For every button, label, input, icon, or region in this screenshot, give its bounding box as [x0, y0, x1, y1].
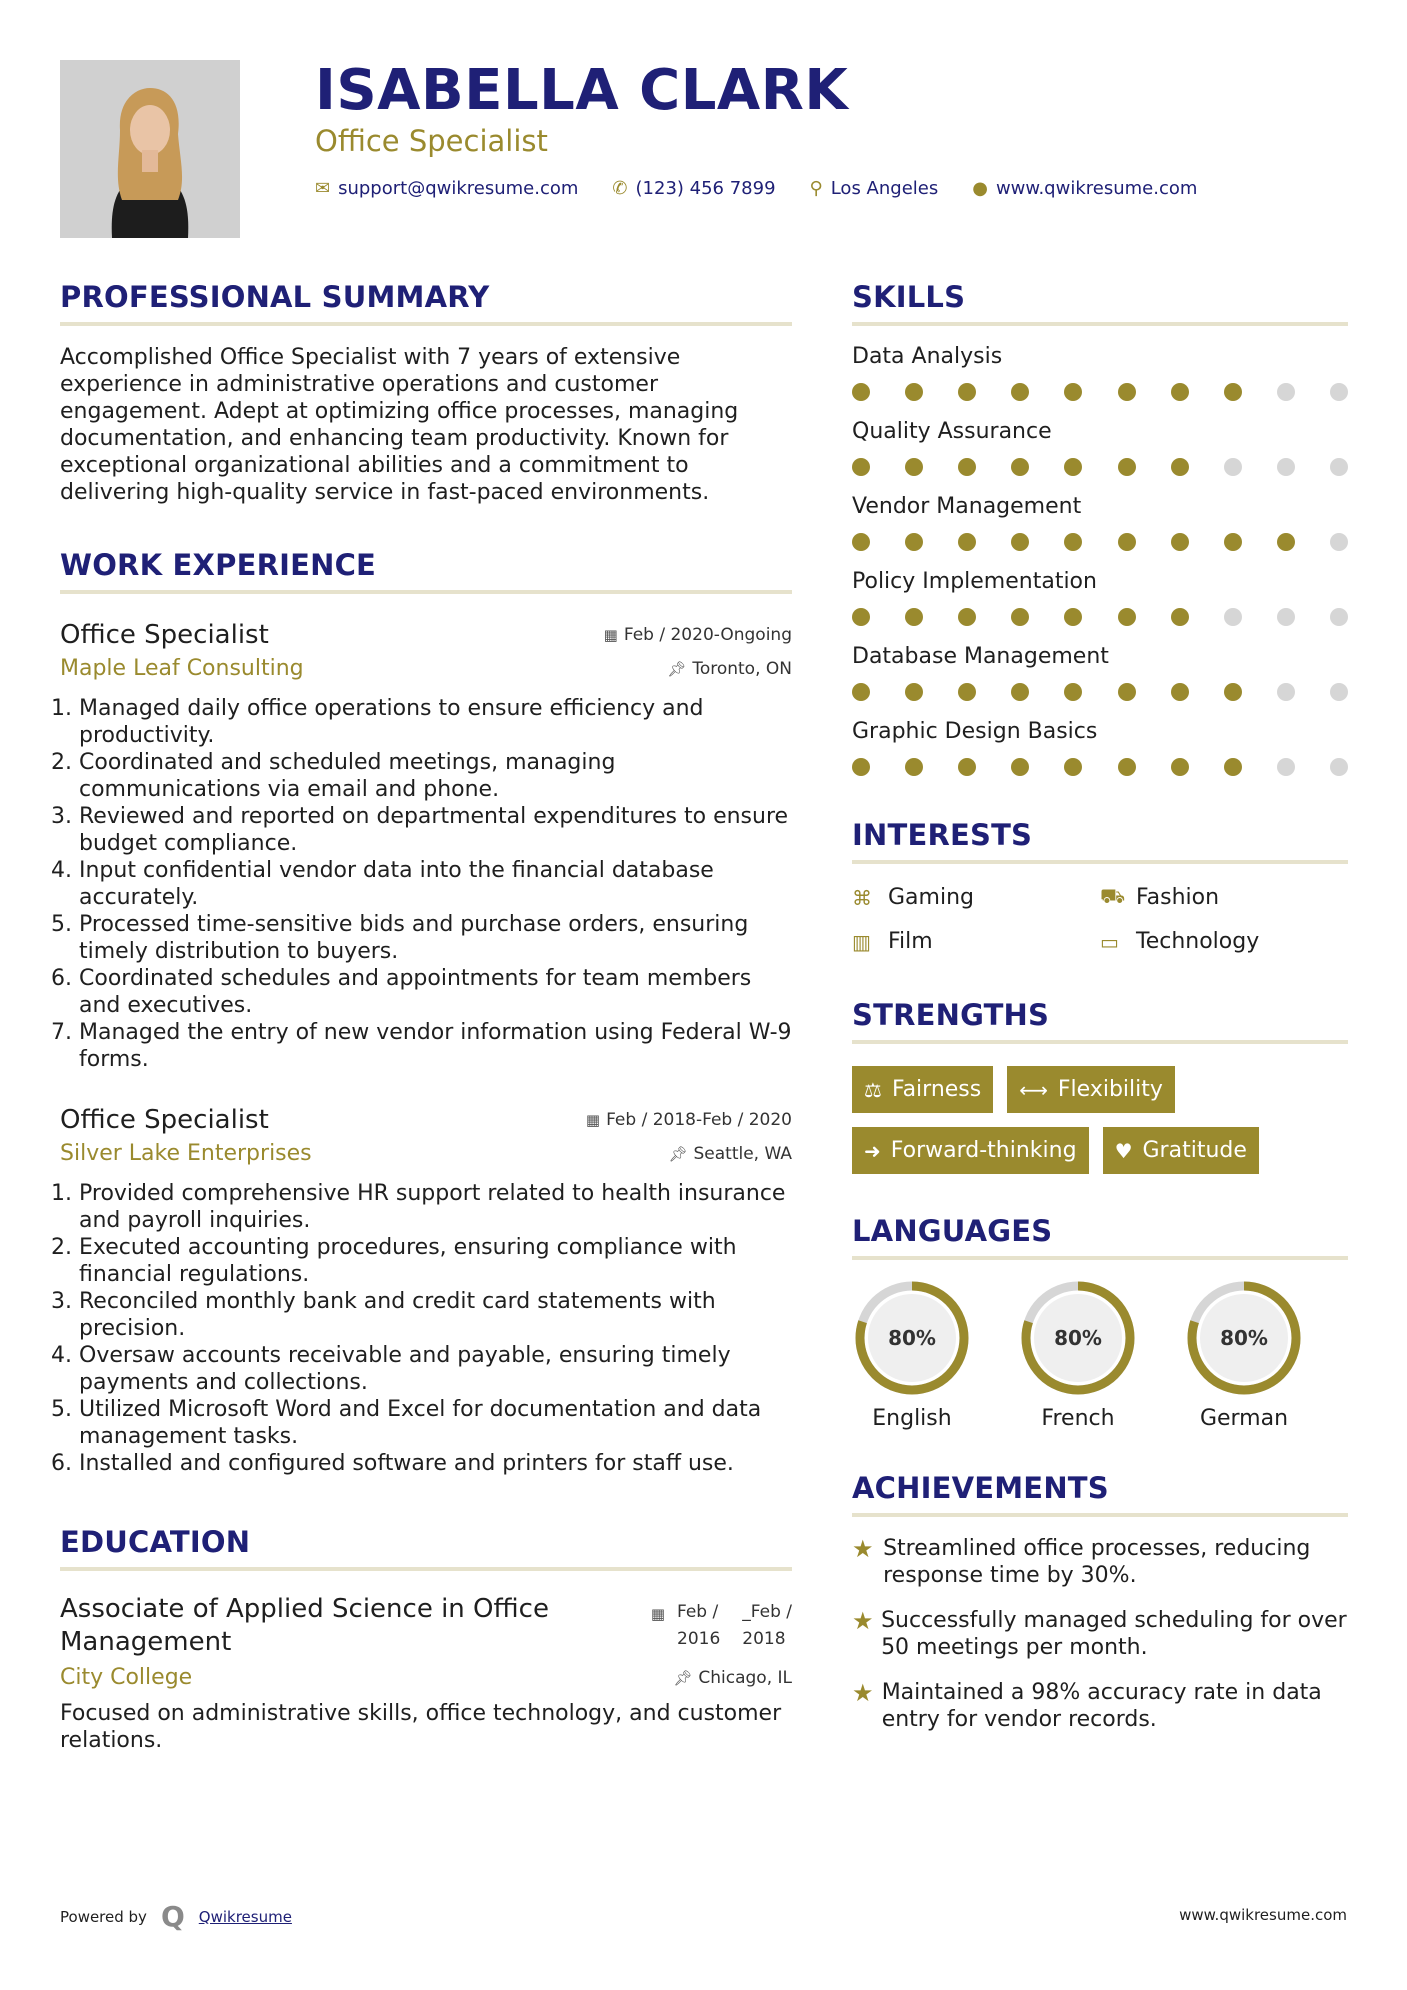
rating-dot-empty	[1277, 458, 1295, 476]
rating-dot-filled	[1011, 758, 1029, 776]
rating-dot-filled	[852, 758, 870, 776]
rating-dot-filled	[958, 458, 976, 476]
rating-dot-empty	[1224, 458, 1242, 476]
rating-dot-filled	[905, 383, 923, 401]
rating-dot-filled	[1118, 758, 1136, 776]
language-item	[1184, 1278, 1304, 1431]
footer-branding	[60, 1900, 292, 1933]
achievement-text: Successfully managed scheduling for over 50 meetings per month.	[881, 1608, 1347, 1660]
education-divider	[60, 1567, 792, 1571]
duty-item: 1. Provided comprehensive HR support related to health insurance and payroll inquiries.	[79, 1180, 792, 1234]
rating-dot-empty	[1277, 383, 1295, 401]
interest-label: Film	[888, 929, 933, 954]
language-name: English	[872, 1406, 952, 1431]
contact-location-text: Los Angeles	[830, 178, 939, 199]
job-date-text: Feb / 2020-Ongoing	[623, 625, 792, 645]
education-date-end-year: 2018	[742, 1629, 786, 1649]
rating-dot-filled	[1224, 383, 1242, 401]
languages-section	[852, 1214, 1348, 1431]
duty-item: 3. Reconciled monthly bank and credit card statements with precision.	[79, 1288, 792, 1342]
contact-email-text: support@qwikresume.com	[338, 178, 579, 199]
skills-divider	[852, 322, 1348, 326]
language-name: French	[1041, 1406, 1115, 1431]
duty-item: 6. Installed and configured software and printers for staff use.	[79, 1450, 792, 1477]
rating-dot-filled	[905, 608, 923, 626]
rating-dot-filled	[1171, 458, 1189, 476]
rating-dot-filled	[852, 683, 870, 701]
powered-by-text: Powered by	[60, 1907, 147, 1926]
calendar-icon: ▦	[650, 1605, 665, 1623]
language-ring	[852, 1278, 972, 1398]
job-location-text: Seattle, WA	[693, 1143, 792, 1164]
contact-email[interactable]	[315, 178, 578, 199]
duty-item: 3. Reviewed and reported on departmental expenditures to ensure budget compliance.	[79, 803, 792, 857]
calendar-icon: ▦	[603, 626, 618, 644]
duty-item: 4. Input confidential vendor data into the financial database accurately.	[79, 857, 792, 911]
strength-label: Fairness	[891, 1077, 982, 1102]
interests-heading: INTERESTS	[852, 818, 1033, 852]
candidate-title: Office Specialist	[315, 124, 548, 158]
language-item	[1018, 1278, 1138, 1431]
school-location-text: Chicago, IL	[698, 1667, 792, 1688]
strength-chip	[1103, 1127, 1259, 1174]
job-date	[604, 625, 792, 645]
rating-dot-filled	[1011, 458, 1029, 476]
profile-photo-illustration	[60, 60, 240, 238]
envelope-icon: ✉	[315, 178, 331, 199]
strengths-divider	[852, 1040, 1348, 1044]
interest-label: Technology	[1136, 929, 1260, 954]
strengths-heading: STRENGTHS	[852, 998, 1050, 1032]
education-date	[651, 1599, 792, 1653]
skills-section	[852, 280, 1348, 776]
candidate-name: ISABELLA CLARK	[315, 58, 849, 123]
strength-label: Flexibility	[1057, 1077, 1163, 1102]
job-date	[586, 1110, 792, 1130]
language-name: German	[1199, 1406, 1289, 1431]
skill-item	[852, 644, 1348, 701]
strength-chip	[852, 1127, 1089, 1174]
interests-section	[852, 818, 1348, 954]
qwikresume-logo-icon: Q	[160, 1900, 185, 1933]
skill-name: Data Analysis	[852, 344, 1003, 369]
laptop-icon: ▭	[1100, 929, 1119, 954]
rating-dot-filled	[1064, 683, 1082, 701]
rating-dot-filled	[1277, 533, 1295, 551]
calendar-icon: ▦	[585, 1111, 601, 1129]
education-date-start-month: Feb /	[677, 1602, 719, 1622]
rating-dot-empty	[1277, 608, 1295, 626]
achievements-section	[852, 1471, 1348, 1733]
rating-dot-filled	[905, 758, 923, 776]
skills-list	[852, 344, 1348, 776]
education-date-end	[742, 1599, 792, 1653]
skill-name: Vendor Management	[852, 494, 1082, 519]
rating-dot-filled	[1224, 758, 1242, 776]
skills-heading: SKILLS	[852, 280, 966, 314]
strength-chip	[852, 1066, 993, 1113]
skill-rating	[852, 458, 1348, 476]
achievement-text: Maintained a 98% accuracy rate in data entry for vendor records.	[881, 1680, 1322, 1732]
rating-dot-empty	[1277, 758, 1295, 776]
summary-section	[60, 280, 792, 506]
interests-list	[852, 884, 1348, 954]
education-date-start-year: 2016	[677, 1629, 721, 1649]
star-badge-icon: ★	[852, 1679, 874, 1707]
balance-scale-icon: ⚖	[864, 1077, 882, 1102]
rating-dot-filled	[1011, 608, 1029, 626]
profile-photo	[60, 60, 240, 238]
interest-item	[852, 929, 1100, 954]
interest-item	[1100, 929, 1348, 954]
arrows-horizontal-icon: ⟷	[1019, 1077, 1048, 1102]
map-pin-icon: ⚲	[809, 178, 823, 199]
rating-dot-filled	[905, 533, 923, 551]
job-company: Silver Lake Enterprises	[60, 1141, 312, 1166]
rating-dot-filled	[1011, 383, 1029, 401]
rating-dot-filled	[1011, 533, 1029, 551]
rating-dot-filled	[852, 458, 870, 476]
rating-dot-empty	[1330, 608, 1348, 626]
rating-dot-filled	[1171, 758, 1189, 776]
language-ring	[1018, 1278, 1138, 1398]
duty-item: 5. Processed time-sensitive bids and purchase orders, ensuring timely distribution to buyers.	[79, 911, 792, 965]
job-title: Office Specialist	[60, 1105, 269, 1135]
interests-divider	[852, 860, 1348, 864]
job-company: Maple Leaf Consulting	[60, 656, 304, 681]
duty-item: 1. Managed daily office operations to ensure efficiency and productivity.	[79, 695, 792, 749]
job-entry	[60, 620, 792, 1073]
skill-item	[852, 569, 1348, 626]
pushpin-icon: 📌︎	[668, 1144, 688, 1163]
rating-dot-filled	[1118, 458, 1136, 476]
qwikresume-link[interactable]: Qwikresume	[198, 1907, 292, 1926]
skill-item	[852, 419, 1348, 476]
arrow-right-icon: ➜	[864, 1138, 881, 1163]
skill-item	[852, 344, 1348, 401]
school-location	[673, 1668, 792, 1688]
summary-divider	[60, 322, 792, 326]
rating-dot-filled	[1118, 608, 1136, 626]
education-heading: EDUCATION	[60, 1525, 251, 1559]
achievement-item	[852, 1607, 1348, 1661]
rating-dot-filled	[1171, 608, 1189, 626]
interest-item	[1100, 884, 1348, 911]
contact-website[interactable]	[972, 178, 1197, 199]
achievement-text: Streamlined office processes, reducing response time by 30%.	[883, 1536, 1311, 1588]
strength-label: Gratitude	[1142, 1138, 1247, 1163]
job-location	[668, 1144, 792, 1164]
job-title: Office Specialist	[60, 620, 269, 650]
skill-rating	[852, 383, 1348, 401]
skill-rating	[852, 608, 1348, 626]
rating-dot-filled	[905, 458, 923, 476]
contact-phone[interactable]	[612, 178, 775, 199]
skill-item	[852, 494, 1348, 551]
skill-item	[852, 719, 1348, 776]
job-date-text: Feb / 2018-Feb / 2020	[606, 1110, 792, 1130]
duty-item: 2. Coordinated and scheduled meetings, managing communications via email and phone.	[79, 749, 792, 803]
skill-name: Policy Implementation	[852, 569, 1097, 594]
rating-dot-filled	[1171, 683, 1189, 701]
rating-dot-filled	[852, 533, 870, 551]
rating-dot-filled	[958, 758, 976, 776]
duty-item: 4. Oversaw accounts receivable and payable, ensuring timely payments and collections.	[79, 1342, 792, 1396]
contact-phone-text: (123) 456 7899	[635, 178, 776, 199]
rating-dot-filled	[1118, 533, 1136, 551]
skill-rating	[852, 533, 1348, 551]
skill-rating	[852, 758, 1348, 776]
pushpin-icon: 📌︎	[673, 1668, 693, 1687]
contact-location	[810, 178, 939, 199]
contact-website-text: www.qwikresume.com	[995, 178, 1198, 199]
strengths-list	[852, 1066, 1348, 1174]
job-duties	[60, 695, 792, 1073]
education-section	[60, 1525, 792, 1754]
languages-list	[852, 1278, 1348, 1431]
rating-dot-empty	[1330, 758, 1348, 776]
strengths-section	[852, 998, 1348, 1174]
education-description: Focused on administrative skills, office technology, and customer relations.	[60, 1701, 782, 1753]
gamepad-icon: ⌘	[852, 885, 872, 910]
skill-rating	[852, 683, 1348, 701]
footer-url[interactable]: www.qwikresume.com	[1179, 1906, 1347, 1924]
education-date-start	[677, 1599, 720, 1653]
skill-name: Database Management	[852, 644, 1109, 669]
globe-icon: ●	[972, 178, 988, 199]
rating-dot-empty	[1330, 683, 1348, 701]
languages-divider	[852, 1256, 1348, 1260]
education-date-end-month: _Feb /	[742, 1602, 792, 1622]
rating-dot-empty	[1330, 533, 1348, 551]
achievement-item	[852, 1535, 1348, 1589]
experience-section	[60, 548, 792, 1477]
language-item	[852, 1278, 972, 1431]
ring-percent-label: 80%	[888, 1326, 936, 1350]
rating-dot-filled	[1171, 533, 1189, 551]
interest-label: Fashion	[1136, 885, 1220, 910]
contact-bar	[315, 178, 1213, 199]
rating-dot-filled	[1118, 383, 1136, 401]
pushpin-icon: 📌︎	[667, 659, 687, 678]
rating-dot-empty	[1330, 458, 1348, 476]
star-badge-icon: ★	[852, 1607, 874, 1635]
left-column	[60, 280, 792, 1754]
rating-dot-filled	[1011, 683, 1029, 701]
strength-label: Forward-thinking	[890, 1138, 1077, 1163]
rating-dot-filled	[1064, 758, 1082, 776]
summary-heading: PROFESSIONAL SUMMARY	[60, 280, 490, 314]
achievement-item	[852, 1679, 1348, 1733]
job-entry	[60, 1105, 792, 1477]
strength-chip	[1007, 1066, 1175, 1113]
rating-dot-filled	[1064, 383, 1082, 401]
skill-name: Quality Assurance	[852, 419, 1052, 444]
rating-dot-filled	[852, 608, 870, 626]
school-name: City College	[60, 1665, 193, 1690]
rating-dot-filled	[958, 608, 976, 626]
rating-dot-filled	[852, 383, 870, 401]
right-column	[852, 280, 1348, 1733]
rating-dot-filled	[1064, 533, 1082, 551]
achievements-heading: ACHIEVEMENTS	[852, 1471, 1109, 1505]
skill-name: Graphic Design Basics	[852, 719, 1098, 744]
rating-dot-filled	[958, 383, 976, 401]
rating-dot-filled	[958, 533, 976, 551]
language-ring	[1184, 1278, 1304, 1398]
rating-dot-filled	[1224, 683, 1242, 701]
ring-percent-label: 80%	[1220, 1326, 1268, 1350]
rating-dot-filled	[905, 683, 923, 701]
rating-dot-filled	[1118, 683, 1136, 701]
heart-icon: ♥	[1114, 1138, 1133, 1163]
duty-item: 7. Managed the entry of new vendor information using Federal W-9 forms.	[79, 1019, 792, 1073]
shopping-bag-icon: ⛟	[1100, 884, 1126, 908]
interest-label: Gaming	[888, 885, 974, 910]
rating-dot-empty	[1277, 683, 1295, 701]
star-badge-icon: ★	[852, 1535, 874, 1563]
degree-title: Associate of Applied Science in Office Management	[60, 1594, 549, 1657]
languages-heading: LANGUAGES	[852, 1214, 1053, 1248]
job-location	[667, 659, 792, 679]
job-location-text: Toronto, ON	[692, 658, 792, 679]
phone-icon: ✆	[612, 178, 628, 199]
duty-item: 6. Coordinated schedules and appointments for team members and executives.	[79, 965, 792, 1019]
experience-heading: WORK EXPERIENCE	[60, 548, 377, 582]
interest-item	[852, 884, 1100, 911]
achievements-divider	[852, 1513, 1348, 1517]
duty-item: 2. Executed accounting procedures, ensuring compliance with financial regulations.	[79, 1234, 792, 1288]
rating-dot-filled	[958, 683, 976, 701]
film-icon: ▥	[852, 929, 871, 954]
ring-percent-label: 80%	[1054, 1326, 1102, 1350]
rating-dot-filled	[1224, 533, 1242, 551]
rating-dot-filled	[1064, 458, 1082, 476]
job-duties	[60, 1180, 792, 1477]
rating-dot-empty	[1224, 608, 1242, 626]
summary-text: Accomplished Office Specialist with 7 years of extensive experience in administrative operations and customer engagement. Adept at optimizing office processes, managing documentation, and enhancing team productivity. Known for exceptional organizational abilities and a commitment to delivering high-quality service in fast-paced environments.	[60, 345, 739, 505]
rating-dot-empty	[1330, 383, 1348, 401]
rating-dot-filled	[1171, 383, 1189, 401]
experience-divider	[60, 590, 792, 594]
duty-item: 5. Utilized Microsoft Word and Excel for documentation and data management tasks.	[79, 1396, 792, 1450]
rating-dot-filled	[1064, 608, 1082, 626]
